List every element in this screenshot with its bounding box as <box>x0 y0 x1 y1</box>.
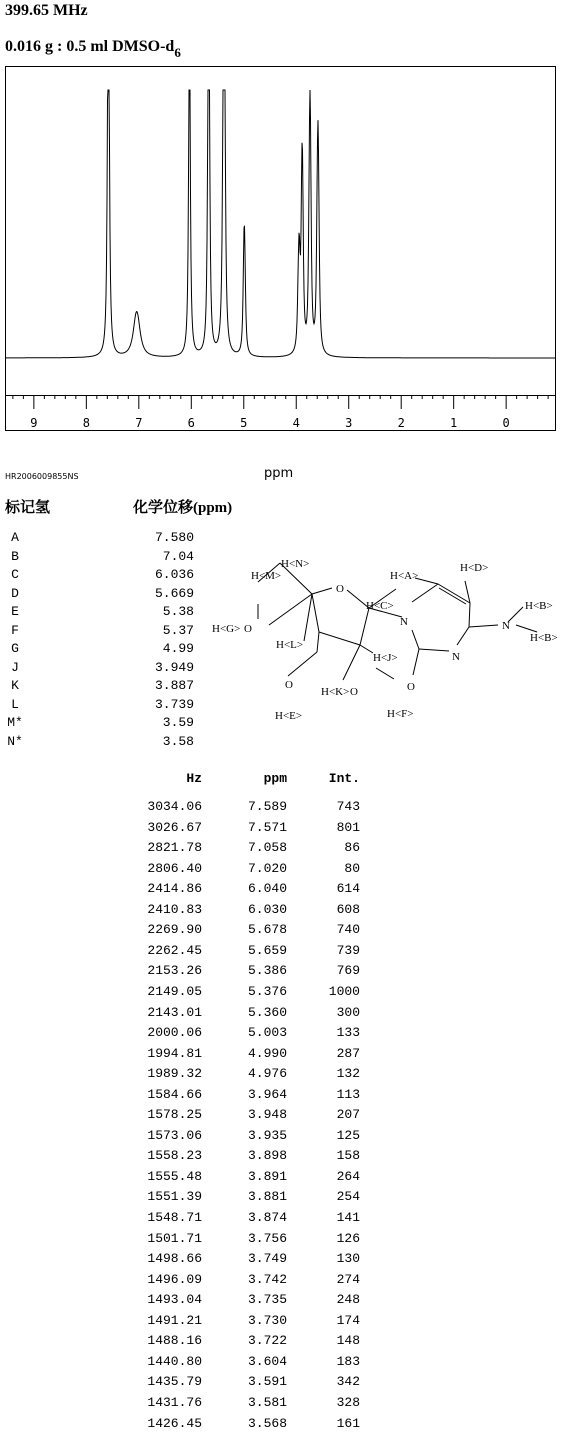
nmr-spectrum-chart <box>0 62 570 462</box>
peak-hz: 2153.26 <box>147 963 202 979</box>
peak-int: 183 <box>336 1353 360 1369</box>
proton-label: F <box>11 622 19 638</box>
peak-hz: 1989.32 <box>147 1066 202 1082</box>
peak-hz: 3026.67 <box>147 819 202 835</box>
peak-hz: 1491.21 <box>147 1312 202 1328</box>
peak-int: 614 <box>336 881 360 897</box>
proton-shift: 6.036 <box>154 567 194 582</box>
proton-label: K <box>11 678 19 693</box>
axis-tick-label: 2 <box>397 416 405 430</box>
peak-table-row <box>0 901 570 919</box>
proton-label: D <box>11 585 19 601</box>
peak-table-row <box>0 1065 570 1083</box>
assignment-shift-header: 化学位移(ppm) <box>133 500 233 516</box>
peak-ppm: 3.964 <box>247 1086 287 1102</box>
molecular-structure <box>208 552 560 732</box>
atom-label: H<M> <box>251 570 282 582</box>
peak-ppm: 3.749 <box>247 1251 287 1267</box>
peak-table-row <box>0 1004 570 1022</box>
peak-ppm: 3.756 <box>247 1230 287 1246</box>
peak-int: 1000 <box>328 983 360 999</box>
peak-ppm: 3.722 <box>247 1333 287 1349</box>
peak-ppm: 3.891 <box>247 1168 287 1184</box>
axis-ticks <box>13 395 548 409</box>
peak-int: 739 <box>336 942 360 958</box>
atom-label: H<N> <box>281 558 310 570</box>
peak-table-row <box>0 1394 570 1412</box>
axis-tick-label: 3 <box>345 416 353 430</box>
peak-hz: 1551.39 <box>147 1189 202 1205</box>
peak-ppm: 5.678 <box>247 922 287 938</box>
atom-label: H<C> <box>366 600 394 612</box>
peak-hz: 1548.71 <box>147 1210 202 1225</box>
peak-table-row <box>0 839 570 857</box>
proton-label: L <box>11 696 19 712</box>
atom-label: O <box>244 623 252 635</box>
peak-int: 141 <box>336 1210 360 1225</box>
peak-int: 148 <box>336 1333 360 1349</box>
peak-ppm: 7.058 <box>247 840 287 856</box>
peak-ppm: 4.990 <box>247 1045 287 1061</box>
peak-hz: 2410.83 <box>147 901 202 917</box>
peak-hz: 2821.78 <box>147 840 202 856</box>
atom-label: H<A> <box>390 570 419 582</box>
peak-ppm: 3.591 <box>247 1374 287 1390</box>
peak-int: 274 <box>336 1271 360 1287</box>
peak-int: 126 <box>336 1230 360 1246</box>
peak-table-row <box>0 798 570 816</box>
peak-ppm: 3.874 <box>247 1210 287 1225</box>
peak-int: 287 <box>336 1045 360 1061</box>
peak-table-row <box>0 1127 570 1145</box>
peak-ppm: 3.581 <box>247 1394 287 1410</box>
peak-int: 80 <box>344 860 360 876</box>
peak-table-row <box>0 1332 570 1350</box>
peak-hz: 2143.01 <box>147 1004 202 1020</box>
atom-label: H<E> <box>275 710 303 722</box>
proton-shift: 3.58 <box>162 733 194 749</box>
peak-table-row <box>0 1291 570 1309</box>
proton-label: C <box>11 567 19 582</box>
peak-int: 769 <box>336 963 360 979</box>
atom-label: N <box>400 616 408 628</box>
proton-label: G <box>11 641 19 656</box>
peak-hz: 1431.76 <box>147 1394 202 1410</box>
peak-ppm: 5.376 <box>247 983 287 999</box>
peak-table-row <box>0 1209 570 1227</box>
peak-int: 161 <box>336 1415 360 1431</box>
proton-shift: 3.887 <box>154 678 194 693</box>
axis-tick-label: 4 <box>292 416 300 430</box>
peak-ppm: 7.571 <box>247 819 287 835</box>
peak-ppm: 3.742 <box>247 1271 287 1287</box>
peak-hz: 2000.06 <box>147 1025 202 1041</box>
peak-ppm: 5.003 <box>247 1025 287 1041</box>
peak-int: 207 <box>336 1107 360 1123</box>
peak-ppm: 3.735 <box>247 1292 287 1308</box>
spectrum-code: HR2006009855NS <box>5 472 79 481</box>
atom-label: H<B> <box>530 632 558 644</box>
atom-label: H<G> <box>212 623 241 635</box>
peak-hz: 1440.80 <box>147 1353 202 1369</box>
axis-tick-label: 8 <box>82 416 90 430</box>
peak-int: 132 <box>336 1066 360 1082</box>
peak-int: 328 <box>336 1394 360 1410</box>
peak-ppm: 3.881 <box>247 1189 287 1205</box>
peak-hz: 1573.06 <box>147 1127 202 1143</box>
sample-text: 0.016 g : 0.5 ml DMSO-d <box>5 38 175 55</box>
int-header: Int. <box>328 771 360 786</box>
ppm-header: ppm <box>263 771 287 786</box>
proton-label: A <box>11 530 19 545</box>
peak-int: 743 <box>336 799 360 814</box>
peak-hz: 1498.66 <box>147 1251 202 1267</box>
peak-ppm: 3.948 <box>247 1107 287 1123</box>
peak-int: 740 <box>336 922 360 938</box>
peak-int: 174 <box>336 1312 360 1328</box>
peak-ppm: 5.659 <box>247 942 287 958</box>
peak-table-row <box>0 983 570 1001</box>
peak-ppm: 3.730 <box>247 1312 287 1328</box>
peak-table-row <box>0 1147 570 1165</box>
peak-hz: 3034.06 <box>147 799 202 814</box>
atom-label: H<D> <box>460 562 489 574</box>
peak-int: 342 <box>336 1374 360 1390</box>
peak-int: 264 <box>336 1168 360 1184</box>
peak-table-row <box>0 962 570 980</box>
sample-concentration <box>5 38 181 60</box>
peak-table-header <box>0 770 570 788</box>
peak-hz: 2806.40 <box>147 860 202 876</box>
peak-table-row <box>0 1106 570 1124</box>
hz-header: Hz <box>186 771 202 786</box>
peak-hz: 1994.81 <box>147 1045 202 1061</box>
peak-hz: 1435.79 <box>147 1374 202 1390</box>
peak-ppm: 6.030 <box>247 901 287 917</box>
peak-ppm: 7.589 <box>247 799 287 814</box>
proton-shift: 7.580 <box>154 530 194 545</box>
peak-int: 300 <box>336 1004 360 1020</box>
axis-tick-labels <box>30 416 510 430</box>
structure-labels <box>212 558 558 722</box>
peak-ppm: 5.386 <box>247 963 287 979</box>
axis-tick-label: 5 <box>240 416 248 430</box>
proton-shift: 5.37 <box>162 622 194 638</box>
proton-shift: 3.59 <box>162 715 194 730</box>
peak-hz: 1493.04 <box>147 1292 202 1308</box>
peak-table-row <box>0 819 570 837</box>
atom-label: H<F> <box>387 708 414 720</box>
peak-ppm: 4.976 <box>247 1066 287 1082</box>
peak-hz: 1501.71 <box>147 1230 202 1246</box>
axis-tick-label: 6 <box>187 416 195 430</box>
peak-table-row <box>0 1415 570 1433</box>
peak-int: 254 <box>336 1189 360 1205</box>
spectrum-trace <box>6 90 555 358</box>
peak-table-row <box>0 1024 570 1042</box>
atom-label: O <box>407 681 415 693</box>
peak-hz: 2262.45 <box>147 942 202 958</box>
peak-table-row <box>0 1168 570 1186</box>
peak-hz: 1555.48 <box>147 1168 202 1184</box>
peak-table-row <box>0 880 570 898</box>
peak-table-row <box>0 860 570 878</box>
peak-hz: 1578.25 <box>147 1107 202 1123</box>
peak-ppm: 3.898 <box>247 1148 287 1164</box>
proton-shift: 5.38 <box>162 604 194 619</box>
atom-label: O <box>350 686 358 698</box>
peak-int: 801 <box>336 819 360 835</box>
peak-table-row <box>0 1312 570 1330</box>
atom-label: O <box>285 679 293 691</box>
peak-int: 113 <box>336 1086 360 1102</box>
peak-hz: 1488.16 <box>147 1333 202 1349</box>
deuterium-subscript: 6 <box>174 45 181 60</box>
proton-shift: 7.04 <box>162 548 194 564</box>
peak-hz: 1584.66 <box>147 1086 202 1102</box>
peak-ppm: 7.020 <box>247 860 287 876</box>
peak-table-row <box>0 1271 570 1289</box>
peak-hz: 1426.45 <box>147 1415 202 1431</box>
proton-label: N* <box>7 733 23 749</box>
atom-label: N <box>452 651 460 663</box>
axis-tick-label: 0 <box>502 416 510 430</box>
peak-hz: 2269.90 <box>147 922 202 938</box>
peak-int: 130 <box>336 1251 360 1267</box>
atom-label: H<K> <box>321 686 350 698</box>
atom-label: O <box>336 583 344 595</box>
peak-table-row <box>0 1250 570 1268</box>
plot-frame <box>6 67 556 431</box>
axis-tick-label: 9 <box>30 416 38 430</box>
proton-label: E <box>11 604 19 619</box>
axis-tick-label: 1 <box>450 416 458 430</box>
peak-int: 125 <box>336 1127 360 1143</box>
peak-int: 133 <box>336 1025 360 1041</box>
peak-table-row <box>0 1045 570 1063</box>
peak-int: 158 <box>336 1148 360 1164</box>
axis-tick-label: 7 <box>135 416 143 430</box>
peak-hz: 2414.86 <box>147 881 202 897</box>
atom-label: H<L> <box>276 639 304 651</box>
peak-table-row <box>0 1353 570 1371</box>
peak-ppm: 3.604 <box>247 1353 287 1369</box>
spectrometer-frequency: 399.65 MHz <box>5 2 88 19</box>
atom-label: H<J> <box>373 652 398 664</box>
peak-int: 608 <box>336 901 360 917</box>
atom-label: N <box>502 620 510 632</box>
peak-table-row <box>0 1373 570 1391</box>
peak-table-row <box>0 1230 570 1248</box>
proton-shift: 4.99 <box>162 641 194 656</box>
peak-int: 86 <box>344 840 360 856</box>
proton-shift: 3.949 <box>154 659 194 675</box>
peak-ppm: 3.568 <box>247 1415 287 1431</box>
proton-shift: 3.739 <box>154 696 194 712</box>
peak-table-row <box>0 1188 570 1206</box>
peak-hz: 2149.05 <box>147 983 202 999</box>
proton-label: J <box>11 659 19 675</box>
proton-shift: 5.669 <box>154 585 194 601</box>
peak-table-row <box>0 942 570 960</box>
peak-int: 248 <box>336 1292 360 1308</box>
peak-ppm: 5.360 <box>247 1004 287 1020</box>
peak-hz: 1496.09 <box>147 1271 202 1287</box>
peak-table-row <box>0 1086 570 1104</box>
x-axis-label: ppm <box>264 466 294 481</box>
assignment-label-header: 标记氢 <box>5 500 51 516</box>
peak-ppm: 6.040 <box>247 881 287 897</box>
atom-label: H<B> <box>525 600 553 612</box>
peak-ppm: 3.935 <box>247 1127 287 1143</box>
proton-label: M* <box>7 715 23 730</box>
peak-table-row <box>0 921 570 939</box>
peak-hz: 1558.23 <box>147 1148 202 1164</box>
proton-label: B <box>11 548 19 564</box>
